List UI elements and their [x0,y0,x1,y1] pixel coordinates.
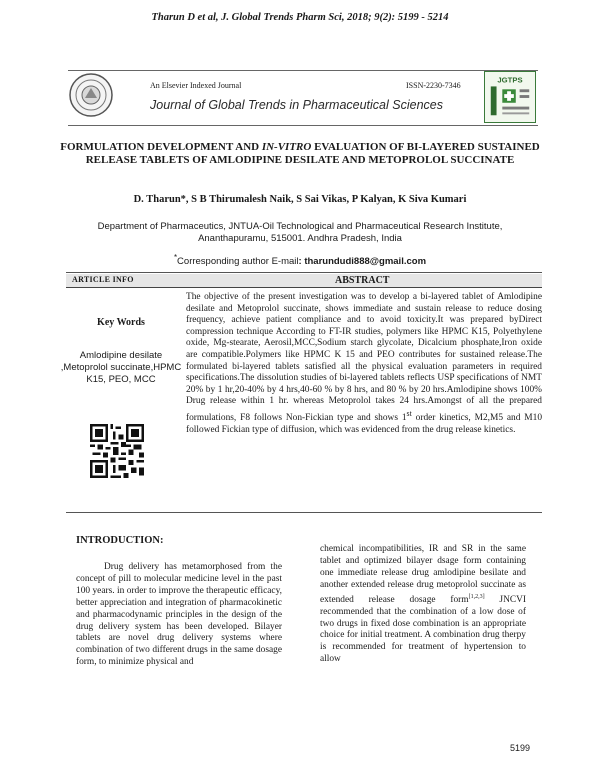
abstract-text1: The objective of the present investigation was to develop a bi-layered tablet of Amlodipine desilate and Metoprolol succinate, shows immediate and sustain release to reduce dosing frequency, achieve patient compliance and to avoid toxicity.It was prepared byDirect compression technique According to FT-IR studies, polymers like HPMC K15, Polyethylene oxide, Mg-stearate, Aerosil,MCC,Sodium starch glycolate, Dicalcium phosphate,Iron oxide are compatible.Polymers like HPMC K 15 and PEO contributes for sustained release.The formulated bi-layered tablets satisfied all the physical evaluation parameters in required specifications.The dissolution studies of bi-layered tablets reflects USP specifications of NMT 20% by 1 hr,20-40% by 4 hrs,40-60 % by 8 hrs, and 80 % by 20 hrs.Amlodipine shows 100% Drug release within 1 hr. whereas Metoprolol takes 24 hrs.Amongst of all the prepared formulations, F8 follows Non-Fickian type and shows 1 [186,292,542,424]
title-part2: EVALUATION OF BI-LAYERED SUSTAINED RELEASE TABLETS OF AMLODIPINE DESILATE AND METOPROLOL SUCCINATE [85,141,540,166]
abstract-sup: st [406,408,412,418]
introduction-heading: INTRODUCTION: [76,535,164,546]
abstract-text2: order kinetics, M2,M5 and M10 followed Fickian type of diffusion, which was evidenced from the drug release kinetics. [186,413,543,435]
intro-left-column: Drug delivery has metamorphosed from the concept of pill to molecular medicine level in the past 100 years. in order to improve the therapeutic efficacy, better appreciation and integration of pharmacokinetic and pharmacodynamic principles in the design of the drug delivery system has been developed. Bilayer tablets are novel drug delivery systems where combination of two different drugs in the same dosage form, to minimize physical and [76,562,282,668]
svg-text:JGTPS: JGTPS [497,75,523,85]
affiliation: Department of Pharmaceutics, JNTUA-Oil Technological and Pharmaceutical Research Institute, Ananthapuramu, 515001. Andhra Pradesh, India [97,221,503,244]
info-rule-bottom [66,512,542,513]
authors: D. Tharun*, S B Thirumalesh Naik, S Sai Vikas, P Kalyan, K Siva Kumari [133,194,467,205]
intro-right-column [320,544,526,666]
info-bar [66,274,542,288]
corr-star: * [173,253,178,262]
university-logo-icon [68,72,114,118]
indexed-label: An Elsevier Indexed Journal [150,81,242,90]
abstract-label: ABSTRACT [335,275,390,286]
journal-logo-icon [484,71,536,123]
keywords: Amlodipine desilate ,Metoprolol succinate,HPMC K15, PEO, MCC [60,350,182,385]
abstract-text [186,292,542,436]
intro-right-sup: [1,2,3] [468,593,485,600]
article-title [60,141,540,167]
corr-label: Corresponding author E-mail [177,256,299,268]
corr-colon: : [298,256,305,268]
page-number: 5199 [510,743,531,753]
corresponding-author [0,253,600,267]
keywords-heading: Key Words [97,317,145,328]
title-part1: FORMULATION DEVELOPMENT AND [60,141,262,153]
title-italic: IN-VITRO [261,141,312,153]
running-head: Tharun D et al, J. Global Trends Pharm Sci, 2018; 9(2): 5199 - 5214 [151,12,449,23]
journal-name: Journal of Global Trends in Pharmaceutical Sciences [150,98,443,112]
info-rule-top [66,272,542,273]
issn: ISSN-2230-7346 [406,81,461,90]
corr-email: tharundudi888@gmail.com [304,256,427,268]
qr-code-icon [90,424,144,478]
intro-right-text2: JNCVI recommended that the combination of a low dose of two drugs in fixed dose combination is an appropriate choice for initial treatment. A combination drug therpy is recommended for treatment of hypertension to allow [320,594,526,665]
article-info-label: ARTICLE INFO [72,275,134,284]
intro-right-text1: chemical incompatibilities, IR and SR in the same tablet and optimized bilayer dsage form containing one immediate release drug amlodipine besilate and another extended release drug metoprolol succinate as extended release dosage form [320,544,526,605]
